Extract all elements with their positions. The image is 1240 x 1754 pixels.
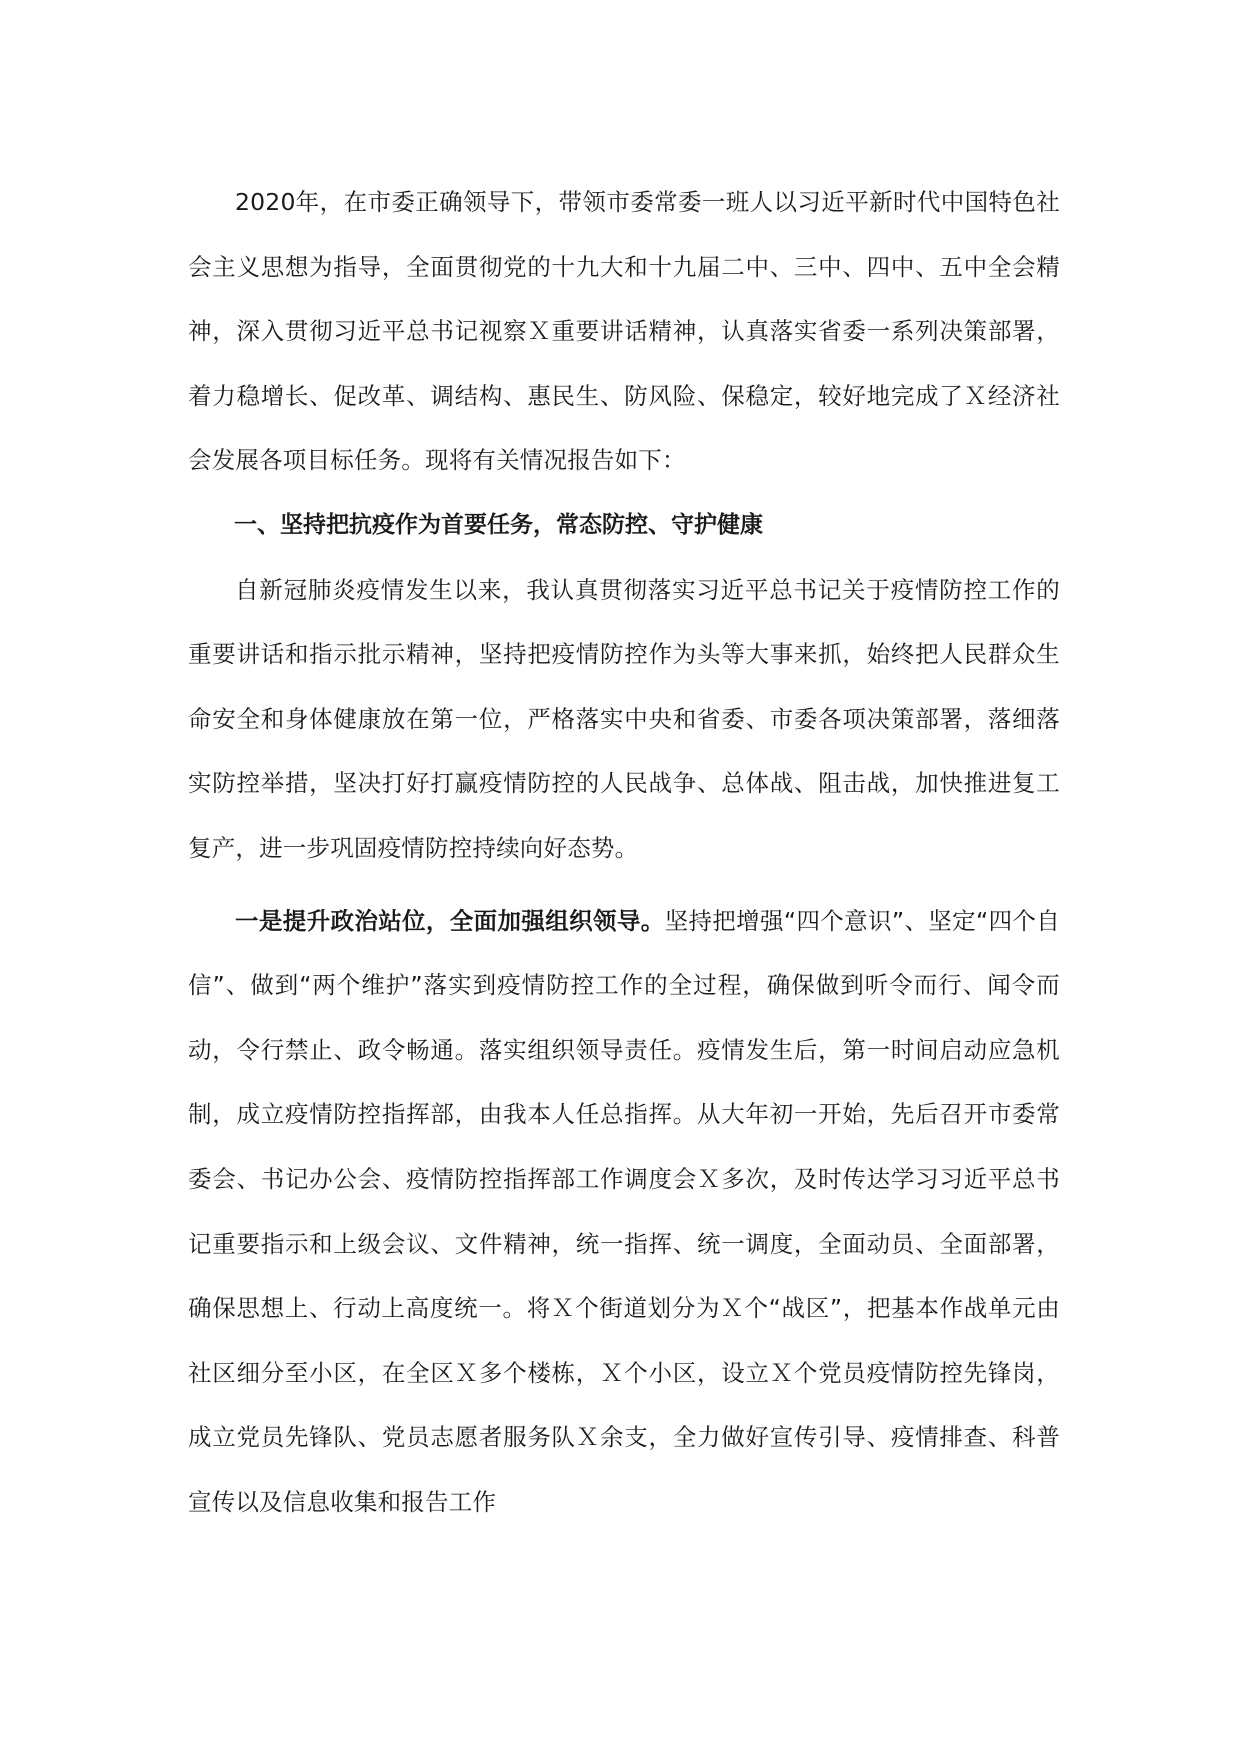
item-body: 坚持把增强“四个意识”、坚定“四个自信”、做到“两个维护”落实到疫情防控工作的全过程，确保做到听令而行、闻令而动，令行禁止、政令畅通。落实组织领导责任。疫情发生后，第一时间启动应急机制，成立疫情防控指挥部，由我本人任总指挥。从大年初一开始，先后召开市委常委会、书记办公会、疫情防控指挥部工作调度会Ｘ多次，及时传达学习习近平总书记重要指示和上级会议、文件精神，统一指挥、统一调度，全面动员、全面部署，确保思想上、行动上高度统一。将Ｘ个街道划分为Ｘ个“战区”，把基本作战单元由社区细分至小区，在全区Ｘ多个楼栋，Ｘ个小区，设立Ｘ个党员疫情防控先锋岗，成立党员先锋队、党员志愿者服务队Ｘ余支，全力做好宣传引导、疫情排查、科普宣传以及信息收集和报告工作 — [188, 906, 1061, 1516]
section-heading: 一、坚持把抗疫作为首要任务，常态防控、守护健康 — [234, 511, 763, 538]
document-body — [188, 170, 1060, 1534]
intro-paragraph: 2020年，在市委正确领导下，带领市委常委一班人以习近平新时代中国特色社会主义思想为指导，全面贯彻党的十九大和十九届二中、三中、四中、五中全会精神，深入贯彻习近平总书记视察Ｘ重要讲话精神，认真落实省委一系列决策部署，着力稳增长、促改革、调结构、惠民生、防风险、保稳定，较好地完成了Ｘ经济社会发展各项目标任务。现将有关情况报告如下： — [188, 188, 1060, 475]
paragraph-spacer — [188, 881, 1060, 889]
item-paragraph — [188, 889, 1060, 1535]
item-lead: 一是提升政治站位，全面加强组织领导。 — [235, 906, 665, 935]
section-body-paragraph: 自新冠肺炎疫情发生以来，我认真贯彻落实习近平总书记关于疫情防控工作的重要讲话和指示批示精神，坚持把疫情防控作为头等大事来抓，始终把人民群众生命安全和身体健康放在第一位，严格落实中央和省委、市委各项决策部署，落细落实防控举措，坚决打好打赢疫情防控的人民战争、总体战、阻击战，加快推进复工复产，进一步巩固疫情防控持续向好态势。 — [188, 575, 1060, 862]
